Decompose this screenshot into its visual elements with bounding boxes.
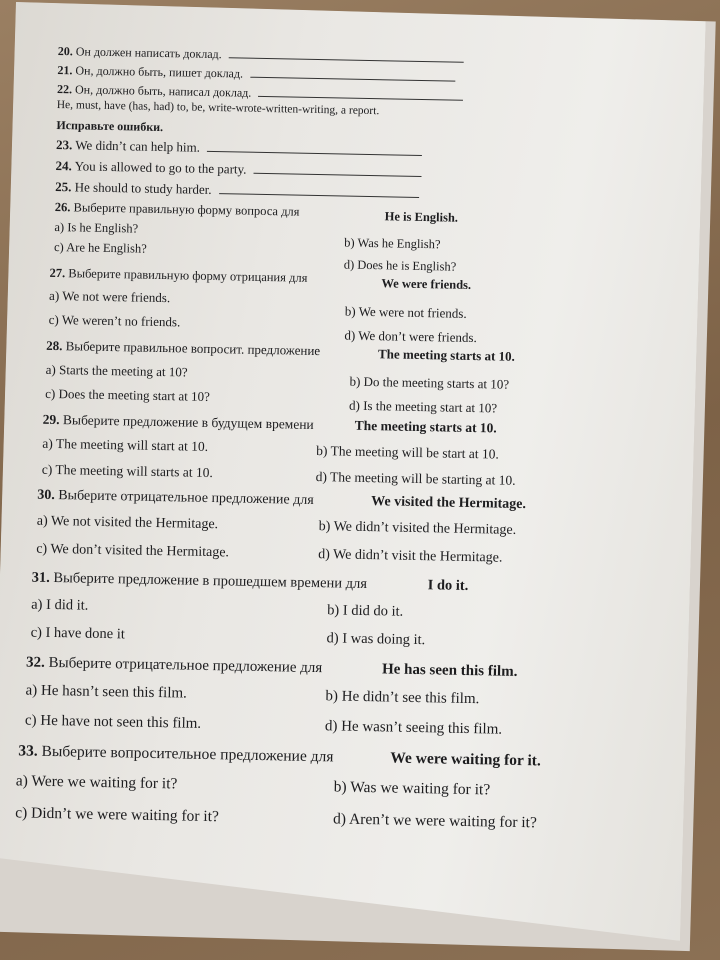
option-b[interactable]: b) We didn’t visited the Hermitage. — [318, 519, 517, 538]
target-sentence: I do it. — [427, 577, 469, 594]
item-number: 24. — [55, 157, 73, 174]
option-a[interactable]: a) The meeting will start at 10. — [42, 435, 209, 454]
item-text: We didn’t can help him. — [75, 137, 201, 155]
target-sentence: He has seen this film. — [381, 661, 518, 680]
item-number: 23. — [55, 136, 73, 153]
item-text: Он, должно быть, написал доклад. — [74, 82, 252, 100]
question-prompt: Выберите отрицательное предложение для — [48, 654, 323, 677]
option-d[interactable]: d) The meeting will be starting at 10. — [315, 469, 516, 488]
item-number: 25. — [55, 178, 72, 195]
option-b[interactable]: b) He didn’t see this film. — [325, 688, 480, 708]
question-32-options — [25, 682, 606, 753]
option-c[interactable]: c) Didn’t we were waiting for it? — [15, 804, 220, 826]
item-text: Он, должно быть, пишет доклад. — [75, 63, 244, 81]
option-b[interactable]: b) We were not friends. — [344, 303, 467, 321]
option-b[interactable]: b) Was he English? — [344, 235, 441, 252]
item-text: Он должен написать доклад. — [75, 44, 222, 62]
option-a[interactable]: a) He hasn’t seen this film. — [25, 682, 188, 702]
question-number: 31. — [31, 569, 50, 586]
option-a[interactable]: a) Starts the meeting at 10? — [45, 361, 188, 380]
target-sentence: He is English. — [384, 209, 459, 225]
item-text: You is allowed to go to the party. — [74, 158, 247, 177]
option-d[interactable]: d) Is the meeting start at 10? — [348, 397, 498, 416]
target-sentence: The meeting starts at 10. — [377, 346, 516, 364]
option-c[interactable]: c) The meeting will starts at 10. — [41, 461, 214, 481]
option-d[interactable]: d) We don’t were friends. — [344, 327, 477, 346]
option-a[interactable]: a) Were we waiting for it? — [15, 772, 178, 793]
option-c[interactable]: c) He have not seen this film. — [24, 712, 202, 732]
item-number: 21. — [57, 62, 73, 78]
question-33-options — [15, 772, 604, 847]
question-number: 29. — [42, 411, 60, 428]
question-prompt: Выберите отрицательное предложение для — [58, 488, 314, 508]
option-a[interactable]: a) I did it. — [31, 596, 89, 614]
target-sentence: We were waiting for it. — [390, 749, 541, 770]
question-prompt: Выберите вопросительное предложение для — [41, 742, 334, 766]
item-number: 22. — [56, 81, 73, 97]
option-d[interactable]: d) Aren’t we were waiting for it? — [332, 810, 537, 832]
question-number: 32. — [25, 654, 45, 671]
option-b[interactable]: b) The meeting will be start at 10. — [316, 443, 500, 462]
question-number: 33. — [18, 742, 38, 760]
question-prompt: Выберите предложение в будущем времени — [62, 412, 314, 432]
option-c[interactable]: c) Are he English? — [53, 239, 147, 256]
option-d[interactable]: d) Does he is English? — [343, 257, 457, 274]
target-sentence: The meeting starts at 10. — [354, 417, 497, 436]
question-prompt: Выберите правильную форму вопроса для — [73, 200, 300, 219]
option-a[interactable]: a) Is he English? — [54, 219, 139, 236]
question-prompt: Выберите предложение в прошедшем времени для — [53, 570, 368, 593]
answer-blank[interactable] — [207, 139, 422, 156]
item-text: He should to study harder. — [74, 179, 212, 197]
option-c[interactable]: c) We don’t visited the Hermitage. — [36, 541, 230, 561]
option-c[interactable]: c) Does the meeting start at 10? — [45, 385, 210, 404]
option-b[interactable]: b) I did do it. — [326, 602, 404, 620]
option-b[interactable]: b) Was we waiting for it? — [333, 778, 491, 799]
option-d[interactable]: d) I was doing it. — [326, 630, 426, 649]
option-a[interactable]: a) We not were friends. — [48, 287, 171, 306]
question-number: 28. — [46, 337, 63, 354]
answer-blank[interactable] — [250, 65, 455, 82]
option-a[interactable]: a) We not visited the Hermitage. — [36, 513, 219, 533]
option-c[interactable]: c) We weren’t no friends. — [48, 311, 181, 330]
question-number: 27. — [49, 265, 66, 281]
target-sentence: We were friends. — [381, 276, 472, 292]
answer-blank[interactable] — [258, 84, 463, 101]
answer-blank[interactable] — [219, 181, 419, 198]
question-number: 30. — [37, 487, 55, 504]
item-number: 20. — [57, 43, 73, 59]
question-number: 26. — [54, 199, 71, 215]
errors-heading: Исправьте ошибки. — [56, 117, 164, 135]
option-b[interactable]: b) Do the meeting starts at 10? — [349, 373, 510, 392]
option-d[interactable]: d) He wasn’t seeing this film. — [324, 718, 503, 738]
answer-blank[interactable] — [254, 161, 422, 177]
target-sentence: We visited the Hermitage. — [371, 494, 527, 513]
option-c[interactable]: c) I have done it — [30, 624, 126, 643]
option-d[interactable]: d) We didn’t visit the Hermitage. — [318, 547, 503, 566]
question-prompt: Выберите правильное вопросит. предложение — [65, 338, 321, 359]
worksheet-content — [15, 42, 618, 848]
hint-line: He, must, have (has, had) to, be, write-wrote-written-writing, a report. — [56, 98, 380, 118]
question-prompt: Выберите правильную форму отрицания для — [68, 266, 308, 285]
